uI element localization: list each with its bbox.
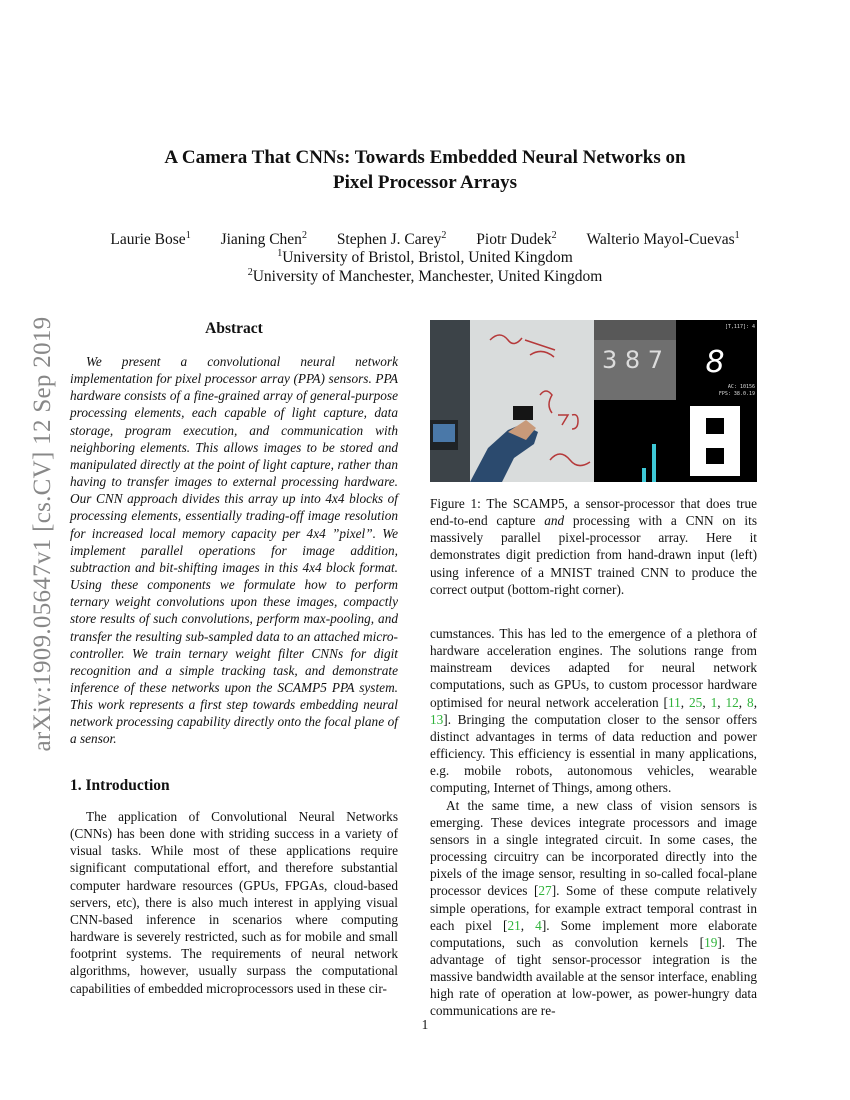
- citation: 19: [704, 934, 718, 950]
- page-number: 1: [421, 1017, 429, 1032]
- intro-left-column: [70, 808, 398, 997]
- citation: 8: [747, 694, 754, 710]
- title-line-2: Pixel Processor Arrays: [333, 172, 517, 193]
- figure-1-image: [430, 320, 757, 482]
- intro-paragraph: The application of Convolutional Neural Networks (CNNs) has been done with striding success in a variety of visual tasks. While most of these applications require significant computational effort, and therefore substantial computer hardware resources (GPUs, FPGAs, cloud-based servers, etc), there is also much interest in applying visual CNN-based inference in scenarios where computing hardware is severely restricted, such as for mobile and small footprint systems. The requirements of neural network algorithms, however, usually surpass the computational capabilities of embedded microprocessors used in these cir-: [70, 809, 398, 996]
- paper-title: [0, 145, 850, 195]
- citation: 13: [430, 711, 444, 727]
- citation: 27: [538, 883, 552, 899]
- intro-paragraph-cont: cumstances. This has led to the emergence of a plethora of hardware acceleration engines. The solutions range from mainstream devices adapted for neural network computations, such as GPUs, to custom processor hardware optimised for neural network acceleration [11, 25, 1, 12, 8, 13]. Bringing the computation closer to the sensor offers distinct advantages in terms of data reduction and power efficiency. This efficiency is essential in many applications, e.g. mobile robots, autonomous vehicles, wearable computing, Internet of Things, among others.: [430, 626, 758, 796]
- arxiv-id: arXiv:1909.05647v1 [cs.CV] 12 Sep 2019: [29, 316, 56, 752]
- affiliation: $^1$University of Bristol, Bristol, United Kingdom: [277, 248, 573, 267]
- section-heading-introduction: 1. Introduction: [70, 777, 170, 794]
- screen-digits: 3 8 7: [602, 346, 664, 374]
- intro-right-column: [430, 625, 757, 1020]
- intro-paragraph: At the same time, a new class of vision sensors is emerging. These devices integrate processors and image sensors in a single integrated circuit. In some cases, the processing circuitry can be incorporated directly into the pixels of the image sensor, resulting in so-called focal-plane processor devices [27]. Some of these compute relatively simple operations, for example extract temporal contrast in each pixel [21, 4]. Some implement more elaborate computations, such as convolution kernels [19]. The advantage of tight sensor-processor integration is the massive bandwidth available at the sensor interface, enabling high rate of operation at low-power, as power-hungry data communications are re-: [430, 797, 758, 1019]
- citation: 4: [535, 917, 542, 933]
- author: Piotr Dudek$^2$: [476, 230, 557, 249]
- author: Jianing Chen$^2$: [220, 230, 307, 249]
- title-line-1: A Camera That CNNs: Towards Embedded Neural Networks on: [164, 147, 686, 168]
- stats-fps: FPS: 38.0.19: [718, 391, 755, 397]
- author: Walterio Mayol-Cuevas$^1$: [586, 230, 740, 249]
- stats-mid: AC: 10156: [727, 384, 755, 390]
- author: Stephen J. Carey$^2$: [336, 230, 447, 249]
- citation: 12: [725, 694, 739, 710]
- predicted-digit: 8: [705, 345, 725, 380]
- abstract-text: We present a convolutional neural network implementation for pixel processor array (PPA) sensors. PPA hardware consists of a fine-grained array of general-purpose processing elements, each capable of light capture, data storage, program execution, and communication with neighboring elements. This allows images to be stored and manipulated directly at the point of light capture, rather than having to transfer images to external processing hardware. Our CNN approach divides this array up into 4x4 blocks of processing elements, essentially trading-off image resolution for increased local memory capacity per 4x4 ”pixel”. We implement parallel operations for image addition, subtraction and bit-shifting images in this 4x4 block format. Using these components we formulate how to perform ternary weight convolutions upon these images, compactly store results of such convolutions, perform max-pooling, and transfer the resulting sub-sampled data to an attached micro-controller. We train ternary weight filter CNNs for digit recognition and a simple tracking task, and demonstrate inference of these networks upon the SCAMP5 PPA system. This work represents a first step towards embedding neural network processing capability directly onto the focal plane of a sensor.: [70, 354, 398, 747]
- citation: 1: [710, 694, 718, 710]
- citation: 21: [507, 917, 521, 933]
- author: Laurie Bose$^1$: [110, 230, 191, 249]
- figure-1-caption: Figure 1: The SCAMP5, a sensor-processor that does true end-to-end capture and processing with a CNN on its massively parallel pixel-processor array. Here it demonstrates digit prediction from hand-drawn input (left) using inference of a MNIST trained CNN to produce the correct output (bottom-right corner).: [430, 496, 757, 597]
- citation: 11: [667, 694, 681, 710]
- stats-top: [T,117]: 4: [724, 324, 755, 330]
- affiliation: $^2$University of Manchester, Manchester, United Kingdom: [247, 267, 603, 286]
- figure-illustration: [430, 320, 757, 482]
- citation: 25: [689, 694, 703, 710]
- abstract-heading: Abstract: [205, 320, 263, 337]
- abstract-body: [70, 353, 398, 748]
